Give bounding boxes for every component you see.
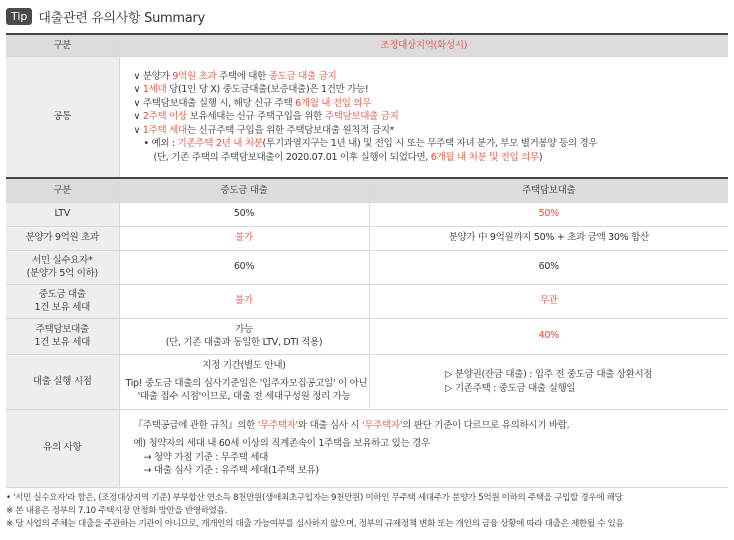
rule-line: ∨ 1주택 세대는 신규주택 구입을 위한 주택담보대출 원칙적 금지* [133,124,395,136]
caution-text [119,409,728,487]
rule-line: ∨ 1세대 당(1인 당 X) 중도금대출(보증대출)은 1건만 가능! [133,84,369,95]
row-label: 서민 실수요자* (분양가 5억 이하) [6,250,119,284]
interim-value: 불가 [119,284,369,318]
caution-example-item: → 대출 심사 기준 : 유주택 세대(1주택 보유) [143,465,319,476]
caution-row [6,409,728,487]
interim-timing: 지정 기간(별도 안내) Tip! 중도금 대출의 심사기준일은 '입주자모집공고일' 이 아닌 '대출 접수 시점'이므로, 대출 전 세대구성원 정리 가능 [119,354,369,409]
common-label: 공통 [6,56,119,178]
over-900m-row [6,226,728,250]
rule-line: ∨ 2주택 이상 보유세대는 신규 주택구입을 위한 주택담보대출 금지 [133,111,399,122]
mortgage-value: 50% [369,202,728,226]
footnote: ※ 당 사업의 주체는 대출을 주관하는 기관이 아니므로, 개개인의 대출 가능여부를 심사하지 않으며, 정부의 규제정책 변화 또는 개인의 금융 상황에 따라 대출은 제한될 수 있음 [6,519,624,529]
footnote: ※ 본 내용은 정부의 7.10 주택시장 안정화 방안을 반영하였음. [6,506,227,516]
loan-col-label: 구분 [6,178,119,202]
rule-line: ∨ 주택담보대출 실행 시, 해당 신규 주택 6개월 내 전입 의무 [133,97,372,109]
rule-line: ∨ 분양가 9억원 초과 주택에 대한 중도금 대출 금지 [133,70,337,82]
interim-value: 60% [119,250,369,284]
region-name: 조정대상지역(화성시) [119,34,728,56]
footnote: • '서민 실수요자'라 함은, (조정대상지역 기준) 부부합산 연소득 8천만원(생애최초구입자는 9천만원) 이하인 무주택 세대주가 분양가 5억원 이하의 주택을 구입할 경우에 해당 [6,493,623,503]
row-label: LTV [6,202,119,226]
exception-note: (단, 기존 주택의 주택담보대출이 2020.07.01 이후 실행이 되었다면, 6개월 내 처분 및 전입 의무) [153,151,543,163]
interim-value: 가능 (단, 기존 대출과 동일한 LTV, DTI 적용) [119,318,369,354]
real-demand-row [6,250,728,284]
mortgage-value: 60% [369,250,728,284]
mortgage-value: 무관 [369,284,728,318]
loan-header-row [6,178,728,202]
row-label: 분양가 9억원 초과 [6,226,119,250]
interim-holder-row [6,284,728,318]
caution-example-item: → 청약 가점 기준 : 무주택 세대 [143,451,269,463]
loan-notice-table [6,33,728,488]
common-rules [119,56,728,178]
mortgage-timing: ▷ 분양권(잔금 대출) : 입주 전 중도금 대출 상환시점 ▷ 기존주택 : 중도금 대출 실행일 [369,354,728,409]
region-col-label: 구분 [6,34,119,56]
mortgage-loan-header: 주택담보대출 [369,178,728,202]
row-label: 대출 실행 시점 [6,354,119,409]
page-title: 대출관련 유의사항 Summary [38,10,205,26]
interim-value: 불가 [119,226,369,250]
ltv-row [6,202,728,226]
tip-badge: Tip [6,8,32,25]
region-header-row [6,34,728,56]
footnotes [6,492,732,531]
execution-timing-row [6,354,728,409]
common-row [6,56,728,178]
mortgage-value: 분양가 中 9억원까지 50% + 초과 금액 30% 합산 [369,226,728,250]
row-label: 주택담보대출 1건 보유 세대 [6,318,119,354]
mortgage-holder-row [6,318,728,354]
interim-loan-header: 중도금 대출 [119,178,369,202]
exception-line: • 예외 : 기존주택 2년 내 처분(투기과열지구는 1년 내) 및 전입 시 또는 무주택 자녀 분가, 부모 별거봉양 등의 경우 [143,138,598,149]
row-label: 유의 사항 [6,409,119,487]
caution-main-line: 『주택공급에 관한 규칙』의한 '무주택자'와 대출 심사 시 '무주택자'의 판단 기준이 다르므로 유의하시기 바람. [133,419,570,431]
interim-value: 50% [119,202,369,226]
page-header [6,6,205,26]
row-label: 중도금 대출 1건 보유 세대 [6,284,119,318]
mortgage-value: 40% [369,318,728,354]
caution-example: 예) 청약자의 세대 내 60세 이상의 직계존속이 1주택을 보유하고 있는 경우 [133,438,430,449]
